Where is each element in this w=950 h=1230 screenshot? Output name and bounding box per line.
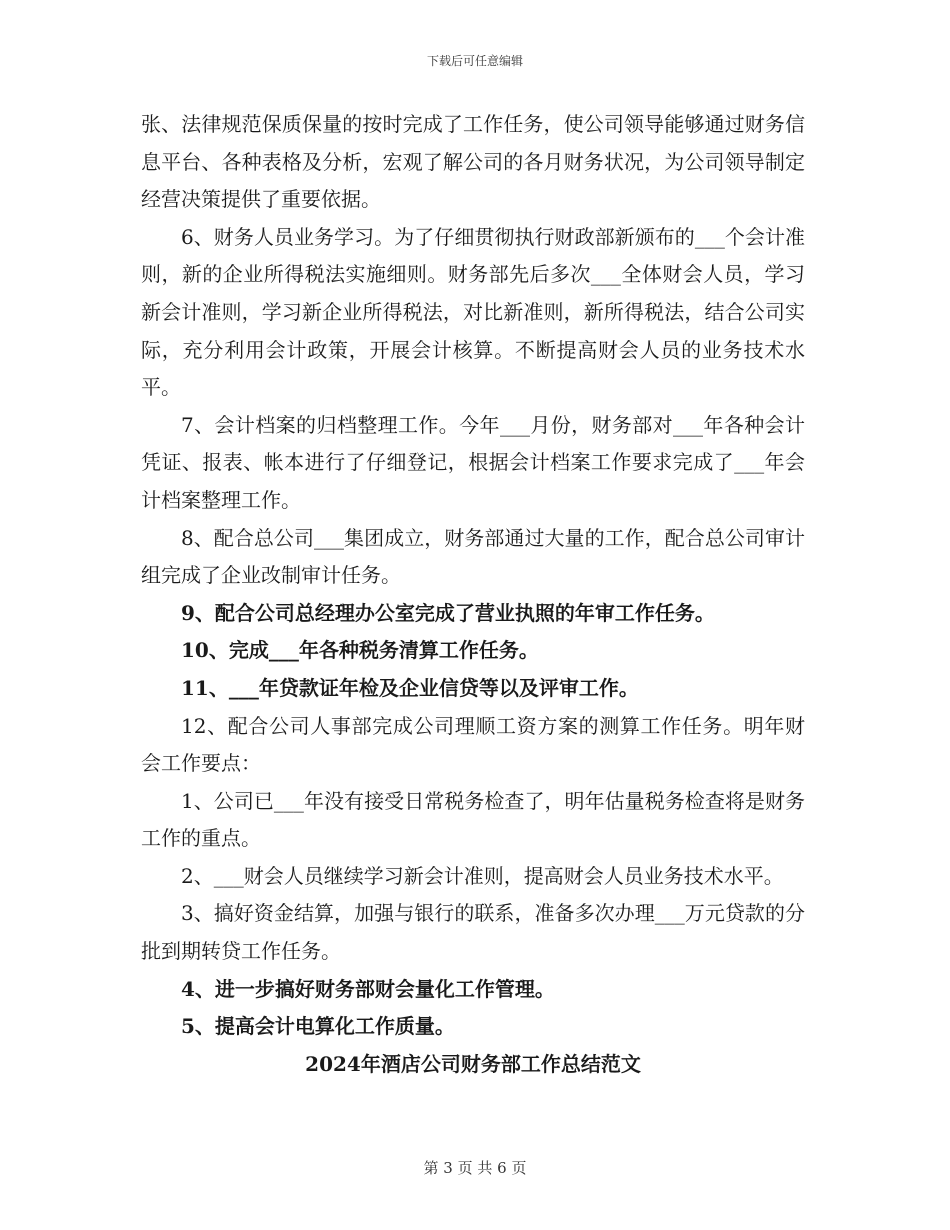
paragraph-item-11: 11、___年贷款证年检及企业信贷等以及评审工作。 [181, 675, 639, 700]
paragraph-point-3: 3、搞好资金结算，加强与银行的联系，准备多次办理___万元贷款的分批到期转贷工作任务。 [141, 901, 805, 964]
paragraph-item-10: 10、完成___年各种税务清算工作任务。 [181, 638, 539, 663]
page-footer: 第 3 页 共 6 页 [423, 1159, 527, 1177]
paragraph-item-9: 9、配合公司总经理办公室完成了营业执照的年审工作任务。 [181, 600, 715, 625]
paragraph-item-8: 8、配合总公司___集团成立，财务部通过大量的工作，配合总公司审计组完成了企业改制审计任务。 [141, 525, 805, 588]
paragraph-point-4: 4、进一步搞好财务部财会量化工作管理。 [181, 976, 555, 1001]
paragraph-item-6: 6、财务人员业务学习。为了仔细贯彻执行财政部新颁布的___个会计准则，新的企业所得税法实施细则。财务部先后多次___全体财会人员，学习新会计准则，学习新企业所得税法，对比新准则，新所得税法，结合公司实际，充分利用会计政策，开展会计核算。不断提高财会人员的业务技术水平。 [141, 224, 805, 400]
section-title: 2024年酒店公司财务部工作总结范文 [305, 1051, 641, 1076]
document-body [141, 106, 805, 1083]
paragraph-point-1: 1、公司已___年没有接受日常税务检查了，明年估量税务检查将是财务工作的重点。 [141, 788, 805, 851]
paragraph-item-7: 7、会计档案的归档整理工作。今年___月份，财务部对___年各种会计凭证、报表、帐本进行了仔细登记，根据会计档案工作要求完成了___年会计档案整理工作。 [141, 412, 805, 512]
paragraph-continuation: 张、法律规范保质保量的按时完成了工作任务，使公司领导能够通过财务信息平台、各种表格及分析，宏观了解公司的各月财务状况，为公司领导制定经营决策提供了重要依据。 [141, 112, 805, 212]
paragraph-item-12: 12、配合公司人事部完成公司理顺工资方案的测算工作任务。明年财会工作要点： [141, 713, 805, 776]
paragraph-point-5: 5、提高会计电算化工作质量。 [181, 1014, 455, 1039]
page-header: 下载后可任意编辑 [426, 54, 523, 68]
paragraph-point-2: 2、___财会人员继续学习新会计准则，提高财会人员业务技术水平。 [181, 863, 784, 888]
